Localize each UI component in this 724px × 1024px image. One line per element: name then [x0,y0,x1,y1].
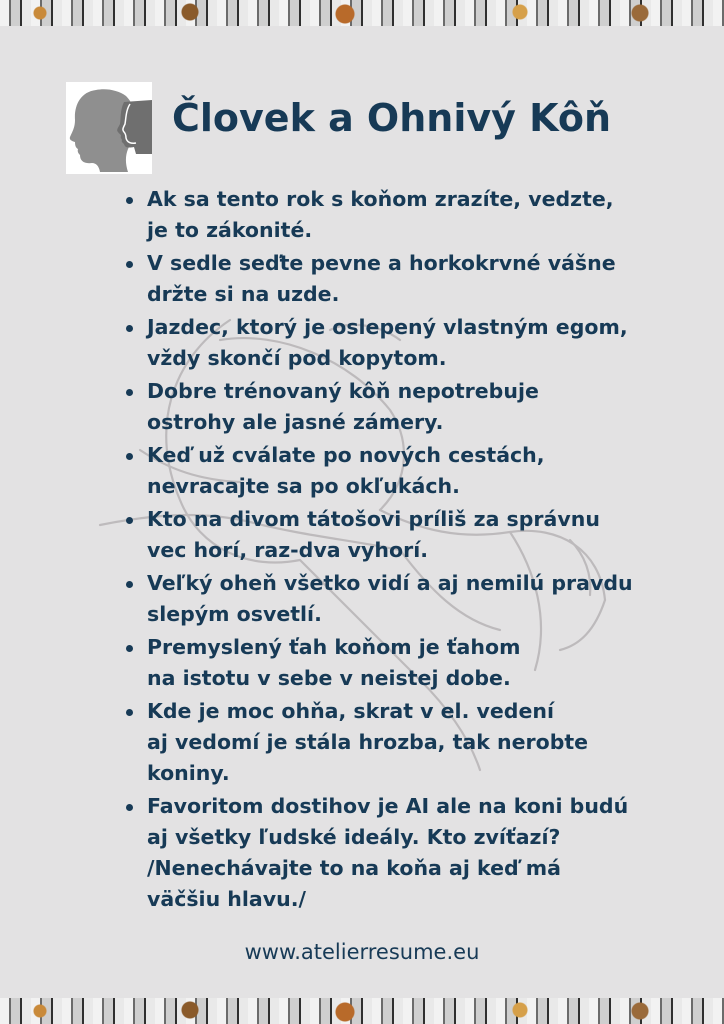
decorative-gear-border-top [0,0,724,26]
list-item [123,568,633,630]
list-item-line: koniny. [147,761,230,785]
list-item [123,312,633,374]
list-item-line: Favoritom dostihov je AI ale na koni budú [147,794,629,818]
list-item-line: V sedle seďte pevne a horkokrvné vášne [147,251,616,275]
list-item-line: nevracajte sa po okľukách. [147,474,460,498]
list-item [123,184,633,246]
list-item-line: na istotu v sebe v neistej dobe. [147,666,511,690]
list-item-line: ostrohy ale jasné zámery. [147,410,444,434]
list-item [123,504,633,566]
list-item-line: Ak sa tento rok s koňom zrazíte, vedzte, [147,187,614,211]
list-item-line: Veľký oheň všetko vidí a aj nemilú pravdu [147,571,633,595]
list-item-line: aj vedomí je stála hrozba, tak nerobte [147,730,589,754]
list-item-line: Kto na divom tátošovi príliš za správnu [147,507,600,531]
list-item [123,440,633,502]
list-item [123,632,633,694]
list-item-line: vždy skončí pod kopytom. [147,346,447,370]
page-title: Človek a Ohnivý Kôň [172,96,612,140]
list-item-line: Premyslený ťah koňom je ťahom [147,635,521,659]
list-item-line: je to zákonité. [147,218,313,242]
proverb-list [123,184,633,917]
list-item-line: aj všetky ľudské ideály. Kto zvíťazí? [147,825,561,849]
list-item-line: Kde je moc ohňa, skrat v el. vedení [147,699,554,723]
list-item-line: väčšiu hlavu./ [147,887,306,911]
list-item [123,248,633,310]
list-item [123,696,633,789]
list-item-line: Dobre trénovaný kôň nepotrebuje [147,379,539,403]
head-profile-logo-icon [66,82,152,174]
list-item-line: slepým osvetlí. [147,602,322,626]
list-item [123,791,633,915]
decorative-gear-border-bottom [0,998,724,1024]
list-item-line: /Nenechávajte to na koňa aj keď má [147,856,561,880]
list-item-line: Keď už cválate po nových cestách, [147,443,545,467]
list-item-line: držte si na uzde. [147,282,340,306]
list-item-line: Jazdec, ktorý je oslepený vlastným egom, [147,315,628,339]
list-item-line: vec horí, raz-dva vyhorí. [147,538,429,562]
website-url: www.atelierresume.eu [244,940,480,964]
list-item [123,376,633,438]
